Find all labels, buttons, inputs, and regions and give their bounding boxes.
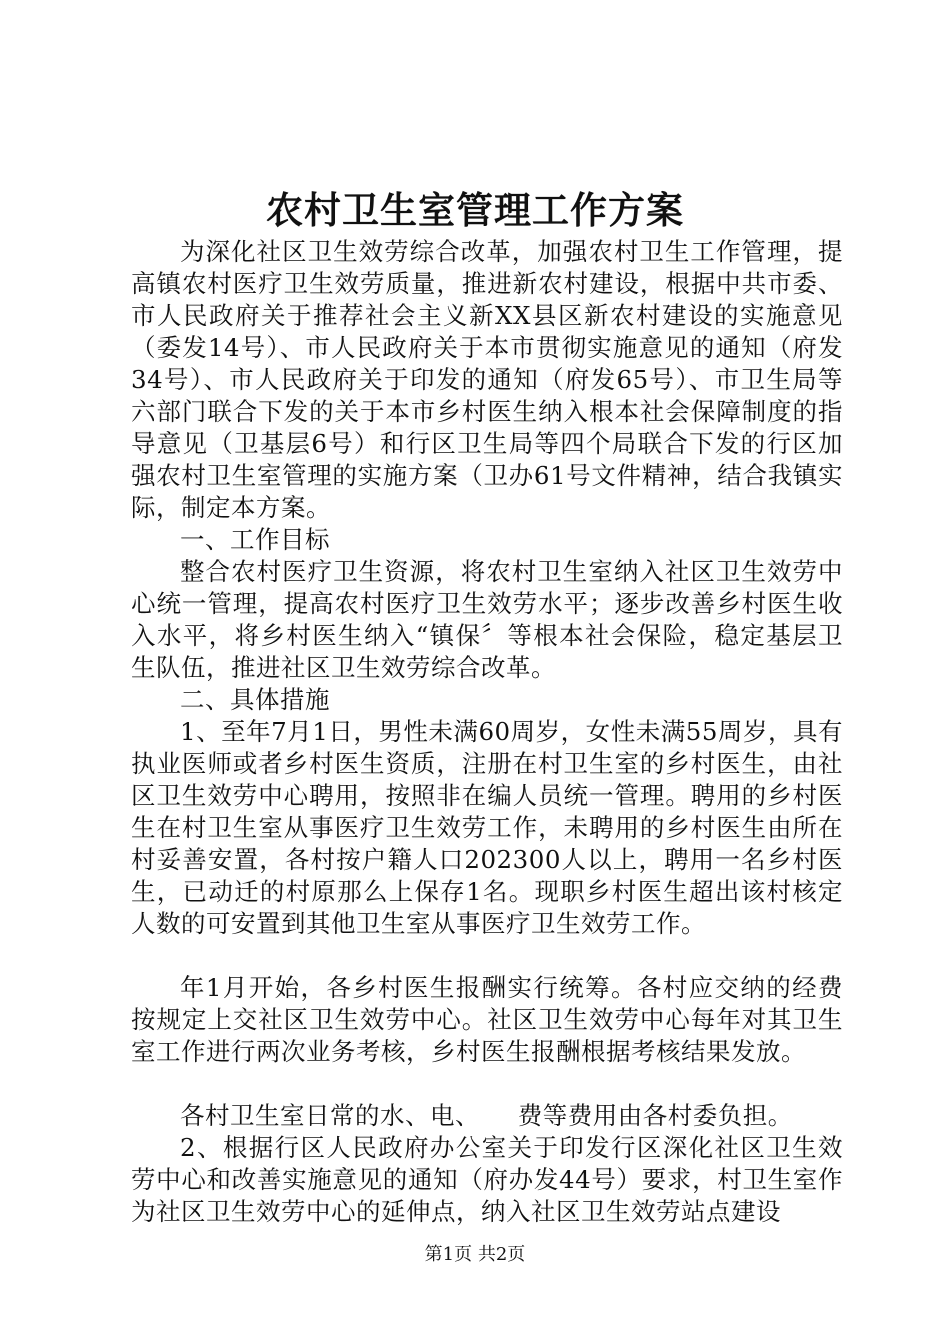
section-heading-measures: 二、具体措施 <box>180 685 330 714</box>
paragraph-intro: 为深化社区卫生效劳综合改革，加强农村卫生工作管理，提高镇农村医疗卫生效劳质量，推进新农村建设，根据中共市委、市人民政府关于推荐社会主义新XX县区新农村建设的实施意见（委发14号）、市人民政府关于本市贯彻实施意见的通知（府发34号）、市人民政府关于印发的通知（府发65号）、市卫生局等六部门联合下发的关于本市乡村医生纳入根本社会保障制度的指导意见（卫基层6号）和行区卫生局等四个局联合下发的行区加强农村卫生室管理的实施方案（卫办61号文件精神，结合我镇实际，制定本方案。 <box>131 237 843 522</box>
paragraph-utilities: 各村卫生室日常的水、电、 费等费用由各村委负担。 <box>180 1101 793 1130</box>
paragraph-remuneration: 年1月开始，各乡村医生报酬实行统筹。各村应交纳的经费按规定上交社区卫生效劳中心。社区卫生效劳中心每年对其卫生室工作进行两次业务考核，乡村医生报酬根据考核结果发放。 <box>131 973 843 1066</box>
paragraph-goals: 整合农村医疗卫生资源，将农村卫生室纳入社区卫生效劳中心统一管理，提高农村医疗卫生效劳水平；逐步改善乡村医生收入水平，将乡村医生纳入“镇保〞等根本社会保险，稳定基层卫生队伍，推进社区卫生效劳综合改革。 <box>131 557 843 682</box>
paragraph-measure-2: 2、根据行区人民政府办公室关于印发行区深化社区卫生效劳中心和改善实施意见的通知（府办发44号）要求，村卫生室作为社区卫生效劳中心的延伸点，纳入社区卫生效劳站点建设 <box>131 1133 843 1226</box>
page-number: 第1页 共2页 <box>424 1244 526 1265</box>
document-title: 农村卫生室管理工作方案 <box>266 188 684 232</box>
section-heading-goals: 一、工作目标 <box>180 525 330 554</box>
paragraph-measure-1: 1、至年7月1日，男性未满60周岁，女性未满55周岁，具有执业医师或者乡村医生资质，注册在村卫生室的乡村医生，由社区卫生效劳中心聘用，按照非在编人员统一管理。聘用的乡村医生在村卫生室从事医疗卫生效劳工作，未聘用的乡村医生由所在村妥善安置，各村按户籍人口202300人以上，聘用一名乡村医生，已动迁的村原那么上保存1名。现职乡村医生超出该村核定人数的可安置到其他卫生室从事医疗卫生效劳工作。 <box>131 717 843 938</box>
document-body <box>131 236 843 1228</box>
